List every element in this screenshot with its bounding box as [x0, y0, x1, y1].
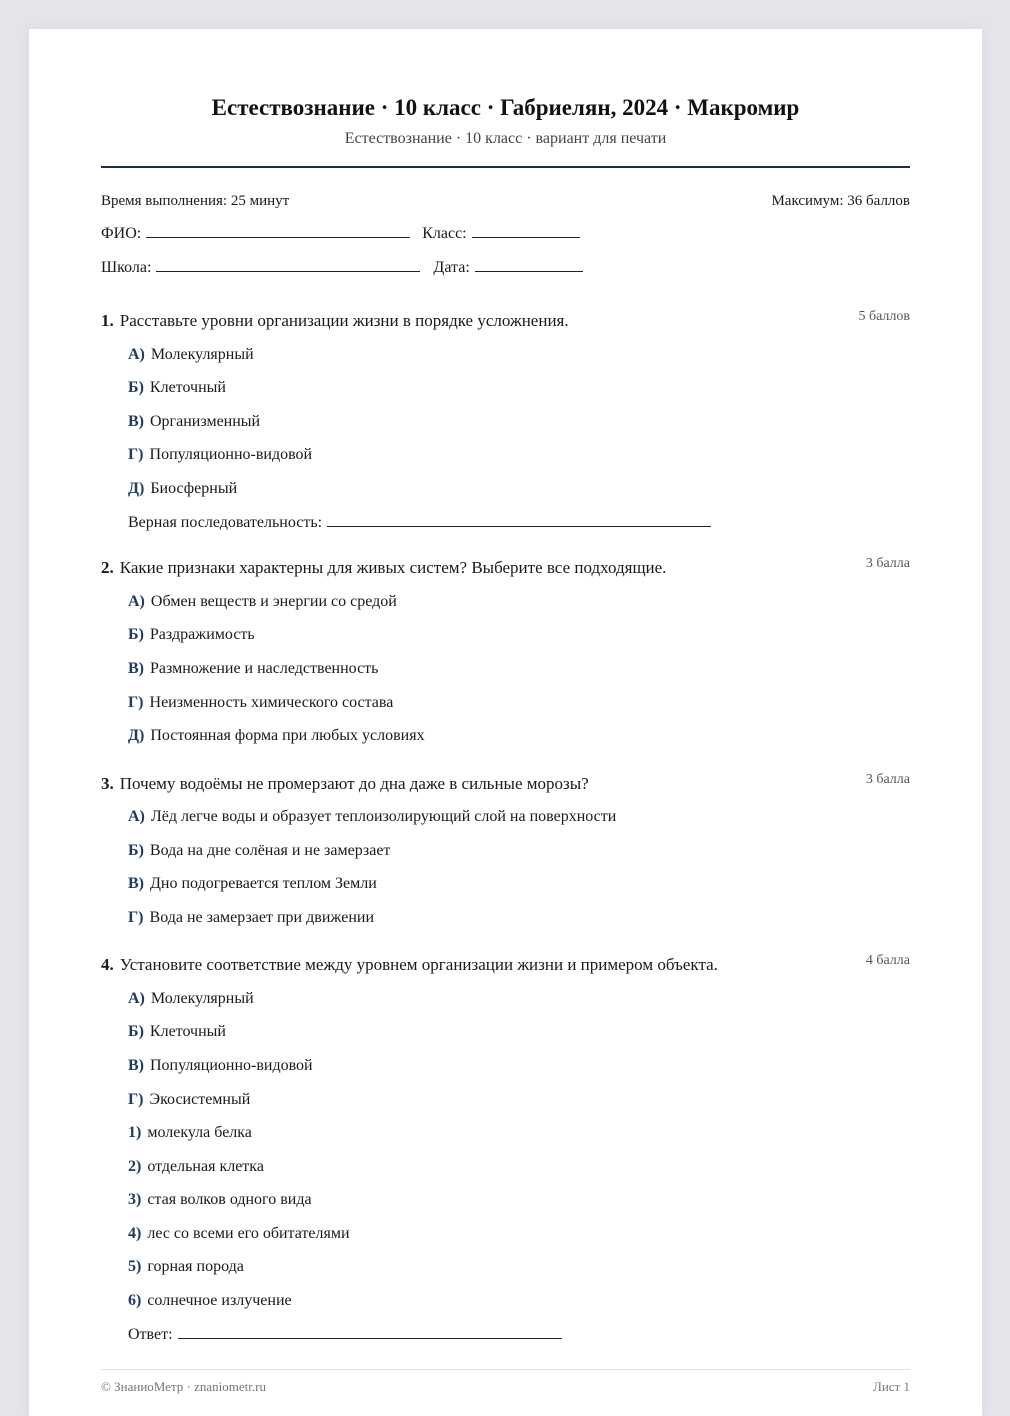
question-header [101, 774, 910, 798]
option-letter: В) [128, 875, 144, 892]
option-letter: Г) [128, 1091, 144, 1108]
option-text: солнечное излучение [147, 1292, 292, 1309]
option-text: Молекулярный [150, 990, 254, 1007]
class-label: Класс: [422, 225, 467, 242]
option-letter: А) [128, 346, 145, 363]
answer-line [128, 514, 711, 532]
option-item[interactable] [128, 480, 237, 498]
option-letter: Б) [128, 842, 144, 859]
question-points: 3 балла [865, 556, 910, 571]
date-field[interactable] [475, 270, 583, 272]
option-letter: Б) [128, 1023, 144, 1040]
option-item[interactable] [128, 1091, 250, 1109]
option-text: Клеточный [149, 1023, 226, 1040]
answer-label: Верная последовательность: [128, 514, 323, 531]
school-label: Школа: [101, 259, 152, 276]
option-text: Молекулярный [150, 346, 254, 363]
page-title: Естествознание · 10 класс · Габриелян, 2024 · Макромир [211, 95, 800, 120]
question-number: 4. [101, 955, 114, 974]
option-letter: А) [128, 990, 145, 1007]
question-points: 3 балла [865, 772, 910, 787]
question-1 [101, 309, 910, 531]
option-letter: Д) [128, 480, 145, 497]
option-letter: 6) [128, 1292, 142, 1309]
option-text: Организменный [150, 413, 261, 430]
option-text: отдельная клетка [147, 1158, 264, 1175]
option-letter: В) [128, 413, 144, 430]
option-item[interactable] [128, 593, 397, 611]
option-item[interactable] [128, 694, 393, 712]
option-item[interactable] [128, 1057, 313, 1075]
option-item[interactable] [128, 1225, 350, 1243]
option-item[interactable] [128, 1258, 244, 1276]
option-text: Клеточный [149, 379, 226, 396]
option-letter: В) [128, 660, 144, 677]
option-item[interactable] [128, 446, 312, 464]
question-points: 4 балла [865, 953, 910, 968]
question-number: 1. [101, 311, 114, 330]
question-header [101, 558, 910, 582]
question-4 [101, 953, 910, 1343]
option-letter: Б) [128, 626, 144, 643]
option-item[interactable] [128, 875, 377, 893]
option-letter: 5) [128, 1258, 142, 1275]
question-header [101, 311, 910, 335]
worksheet-page [29, 29, 982, 1416]
school-date-row [101, 259, 583, 277]
option-text: Лёд легче воды и образует теплоизолирующий слой на поверхности [150, 808, 617, 825]
date-label: Дата: [433, 259, 470, 276]
fio-field[interactable] [146, 236, 410, 238]
option-text: стая волков одного вида [147, 1191, 312, 1208]
answer-label: Ответ: [128, 1326, 173, 1343]
question-text: Какие признаки характерны для живых систем? Выберите все подходящие. [119, 558, 667, 577]
option-letter: 4) [128, 1225, 142, 1242]
option-letter: А) [128, 593, 145, 610]
question-points: 5 баллов [858, 309, 910, 324]
option-item[interactable] [128, 1292, 292, 1310]
question-2 [101, 556, 910, 744]
question-3 [101, 772, 910, 926]
title-divider [101, 166, 910, 168]
option-item[interactable] [128, 842, 390, 860]
question-number: 3. [101, 774, 114, 793]
max-score: Максимум: 36 баллов [771, 193, 910, 209]
option-text: Популяционно-видовой [149, 446, 313, 463]
fio-label: ФИО: [101, 225, 142, 242]
option-letter: 1) [128, 1124, 142, 1141]
fio-class-row [101, 225, 580, 243]
question-header [101, 955, 910, 979]
page-footer [101, 1379, 910, 1395]
option-item[interactable] [128, 660, 378, 678]
option-item[interactable] [128, 1158, 264, 1176]
footer-copyright: © ЗнаниоМетр · znaniometr.ru [101, 1379, 266, 1394]
option-item[interactable] [128, 1023, 226, 1041]
option-text: Вода не замерзает при движении [149, 909, 375, 926]
option-text: Раздражимость [149, 626, 255, 643]
option-item[interactable] [128, 808, 616, 826]
page-subtitle: Естествознание · 10 класс · вариант для печати [344, 130, 667, 147]
option-letter: В) [128, 1057, 144, 1074]
page-content [101, 29, 910, 1416]
answer-field[interactable] [178, 1337, 562, 1339]
option-text: Биосферный [150, 480, 238, 497]
option-text: Неизменность химического состава [149, 694, 394, 711]
footer-divider [101, 1369, 910, 1370]
option-text: Дно подогревается теплом Земли [150, 875, 377, 892]
option-text: лес со всеми его обитателями [147, 1225, 350, 1242]
option-text: Популяционно-видовой [150, 1057, 313, 1074]
option-letter: Г) [128, 694, 144, 711]
option-letter: А) [128, 808, 145, 825]
option-letter: Б) [128, 379, 144, 396]
option-text: Вода на дне солёная и не замерзает [149, 842, 391, 859]
question-text: Установите соответствие между уровнем организации жизни и примером объекта. [119, 955, 718, 974]
meta-row [101, 193, 910, 210]
option-text: Постоянная форма при любых условиях [150, 727, 425, 744]
option-item[interactable] [128, 990, 254, 1008]
option-text: Размножение и наследственность [150, 660, 379, 677]
option-item[interactable] [128, 413, 260, 431]
option-text: Экосистемный [149, 1091, 251, 1108]
option-item[interactable] [128, 1191, 312, 1209]
option-letter: Д) [128, 727, 145, 744]
class-field[interactable] [472, 236, 580, 238]
question-number: 2. [101, 558, 114, 577]
option-letter: 3) [128, 1191, 142, 1208]
option-letter: Г) [128, 909, 144, 926]
option-item[interactable] [128, 379, 226, 397]
answer-field[interactable] [327, 525, 711, 527]
option-letter: 2) [128, 1158, 142, 1175]
question-text: Почему водоёмы не промерзают до дна даже в сильные морозы? [119, 774, 589, 793]
time-limit: Время выполнения: 25 минут [101, 193, 290, 209]
option-text: Обмен веществ и энергии со средой [150, 593, 397, 610]
option-item[interactable] [128, 346, 254, 364]
school-field[interactable] [156, 270, 420, 272]
page-number: Лист 1 [873, 1379, 910, 1394]
option-text: горная порода [147, 1258, 244, 1275]
option-letter: Г) [128, 446, 144, 463]
option-item[interactable] [128, 727, 425, 745]
option-item[interactable] [128, 909, 374, 927]
answer-line [128, 1326, 562, 1344]
question-text: Расставьте уровни организации жизни в порядке усложнения. [119, 311, 569, 330]
option-item[interactable] [128, 626, 255, 644]
option-text: молекула белка [147, 1124, 252, 1141]
option-item[interactable] [128, 1124, 252, 1142]
